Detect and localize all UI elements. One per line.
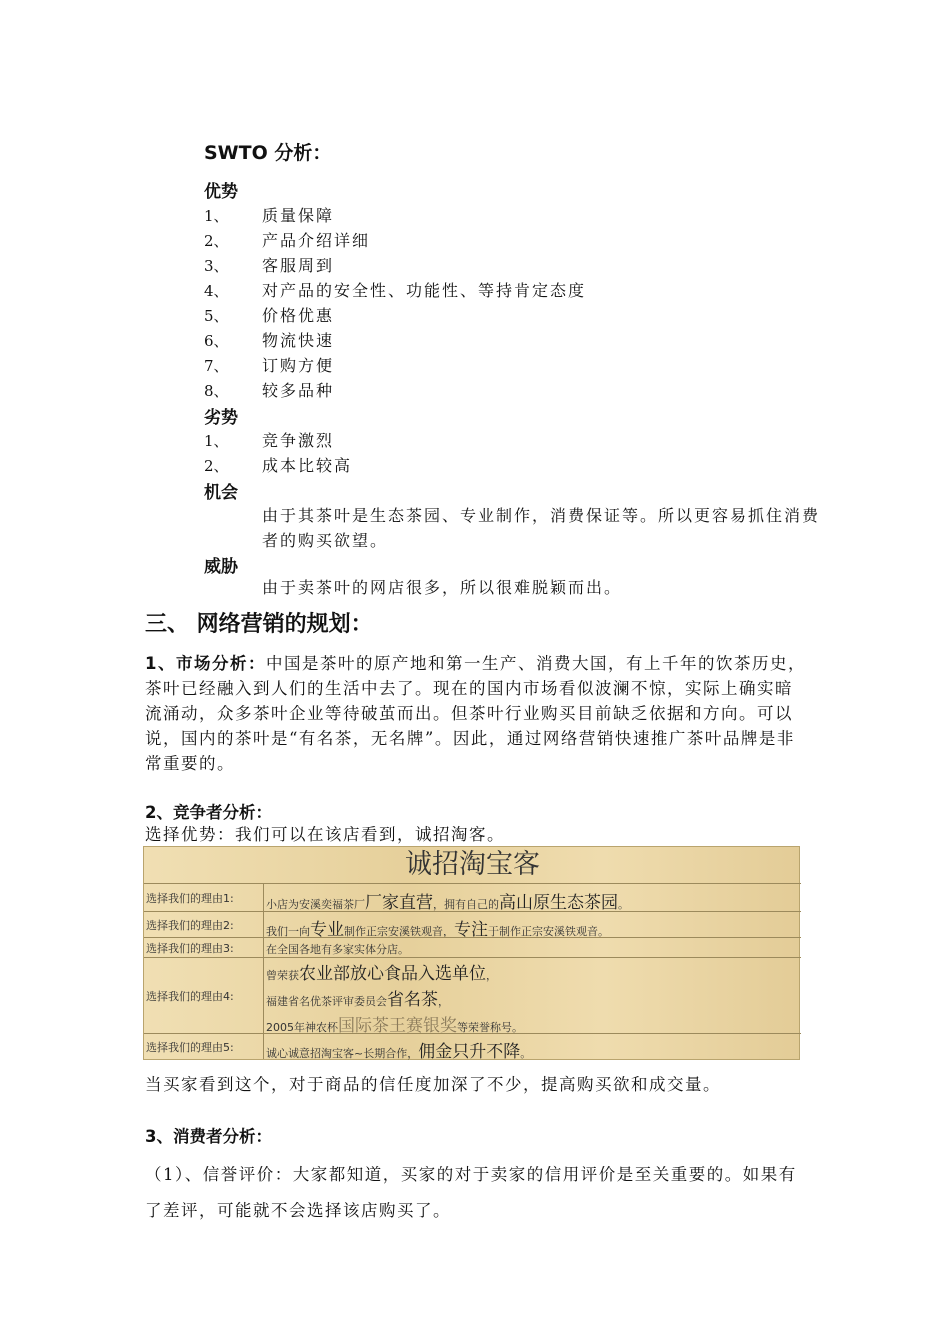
consumer-label: 3、消费者分析： (145, 1127, 272, 1146)
row-content (266, 888, 629, 913)
strength-item-8: 较多品种 (262, 381, 335, 400)
text-segment: 。 (520, 1047, 532, 1060)
text-segment: 小店为安溪奕福茶厂 (266, 898, 365, 911)
after-table-text: 当买家看到这个，对于商品的信任度加深了不少，提高购买欲和成交量。 (145, 1075, 721, 1094)
text-segment: 我们一向 (266, 925, 310, 938)
strength-num-1: 1、 (204, 207, 229, 225)
text-segment: 等荣誉称号。 (457, 1021, 523, 1034)
strength-num-3: 3、 (204, 257, 229, 275)
row-label: 选择我们的理由1: (144, 884, 264, 911)
text-segment: 福建省名优茶评审委员会 (266, 995, 387, 1008)
row-label: 选择我们的理由5: (144, 1034, 264, 1059)
strengths-label: 优势 (204, 182, 238, 202)
row-content (266, 941, 409, 957)
swot-title: SWTO 分析： (204, 142, 332, 164)
weakness-num-2: 2、 (204, 457, 229, 475)
taobao-recruit-table (143, 846, 800, 1060)
strength-num-7: 7、 (204, 357, 229, 375)
consumer-text: （1）、信誉评价：大家都知道，买家的对于卖家的信用评价是至关重要的。如果有了差评，可能就不会选择该店购买了。 (145, 1165, 797, 1220)
row-content (266, 1037, 531, 1062)
table-title: 诚招淘宝客 (405, 849, 540, 880)
table-row (144, 883, 801, 911)
text-segment: 于制作正宗安溪铁观音。 (488, 925, 609, 938)
text-highlight: 专注 (454, 920, 488, 940)
row-content (266, 962, 523, 1040)
text-segment: 制作正宗安溪铁观音， (344, 925, 454, 938)
table-row (144, 911, 801, 940)
market-analysis (145, 651, 810, 776)
strength-num-6: 6、 (204, 332, 229, 350)
text-highlight: 省名茶 (387, 990, 438, 1010)
section3-heading: 三、 网络营销的规划： (145, 612, 373, 637)
strength-item-5: 价格优惠 (262, 306, 335, 325)
strength-num-2: 2、 (204, 232, 229, 250)
weaknesses-label: 劣势 (204, 408, 238, 428)
market-label: 1、市场分析： (145, 654, 266, 673)
competitor-label: 2、竞争者分析： (145, 803, 272, 822)
strength-num-4: 4、 (204, 282, 229, 300)
weakness-item-1: 竞争激烈 (262, 431, 335, 450)
strength-num-5: 5、 (204, 307, 229, 325)
weakness-item-2: 成本比较高 (262, 456, 353, 475)
row-label: 选择我们的理由4: (144, 958, 264, 1033)
row-line (266, 988, 523, 1014)
threat-text: 由于卖茶叶的网店很多，所以很难脱颖而出。 (262, 578, 623, 597)
text-segment: ，拥有自己的 (433, 898, 499, 911)
text-segment: 。 (618, 898, 629, 911)
strength-item-3: 客服周到 (262, 256, 335, 275)
strength-item-4: 对产品的安全性、功能性、等持肯定态度 (262, 281, 587, 300)
table-row (144, 937, 801, 957)
row-line (266, 962, 523, 988)
text-segment: 在全国各地有多家实体分店。 (266, 943, 409, 956)
row-label: 选择我们的理由2: (144, 912, 264, 937)
opportunity-label: 机会 (204, 483, 238, 503)
text-highlight: 农业部放心食品入选单位 (299, 964, 486, 984)
table-row (144, 957, 801, 1036)
strength-item-1: 质量保障 (262, 206, 335, 225)
text-segment: 2005年神农杯 (266, 1021, 338, 1034)
strength-item-2: 产品介绍详细 (262, 231, 371, 250)
table-row (144, 1033, 801, 1062)
weakness-num-1: 1、 (204, 432, 229, 450)
competitor-text: 选择优势：我们可以在该店看到，诚招淘客。 (145, 825, 505, 844)
text-highlight: 国际茶王赛银奖 (338, 1016, 457, 1036)
strength-item-7: 订购方便 (262, 356, 335, 375)
text-highlight: 佣金只升不降 (418, 1042, 521, 1062)
strength-num-8: 8、 (204, 382, 229, 400)
text-highlight: 高山原生态茶园 (499, 893, 618, 913)
text-highlight: 专业 (310, 920, 344, 940)
text-segment: 诚心诚意招淘宝客~长期合作， (266, 1047, 419, 1060)
text-highlight: 厂家直营 (365, 893, 433, 913)
text-segment: 曾荣获 (266, 969, 299, 982)
text-segment: ， (438, 995, 449, 1008)
threat-label: 威胁 (204, 557, 238, 577)
row-label: 选择我们的理由3: (144, 938, 264, 957)
opportunity-text: 由于其茶叶是生态茶园、专业制作，消费保证等。所以更容易抓住消费者的购买欲望。 (262, 506, 821, 550)
market-text: 中国是茶叶的原产地和第一生产、消费大国，有上千年的饮茶历史，茶叶已经融入到人们的生活中去了。现在的国内市场看似波澜不惊，实际上确实暗流涌动，众多茶叶企业等待破茧而出。但茶叶行业购买目前缺乏依据和方向。可以说，国内的茶叶是“有名茶，无名牌”。因此，通过网络营销快速推广茶叶品牌是非常重要的。 (145, 654, 806, 773)
text-segment: ， (486, 969, 497, 982)
strength-item-6: 物流快速 (262, 331, 335, 350)
